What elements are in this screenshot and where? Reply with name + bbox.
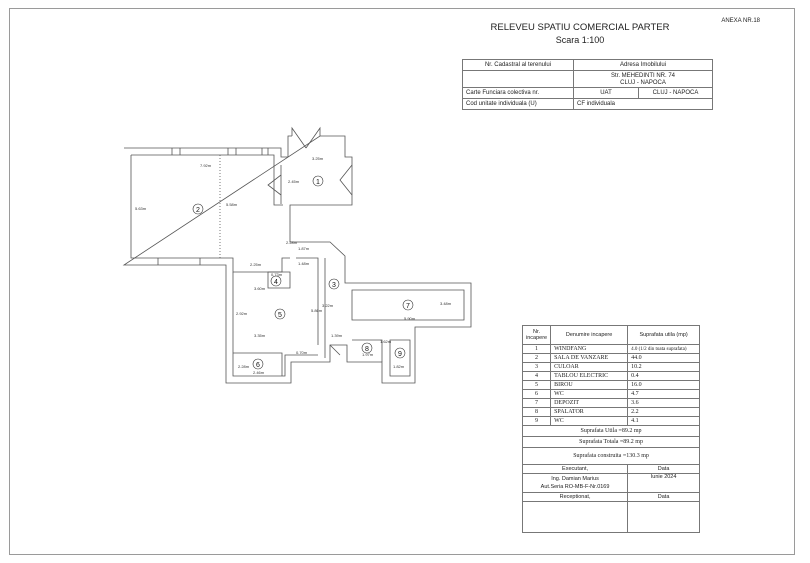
dim-label: 2.25m <box>250 262 262 267</box>
data-label: Data <box>628 465 700 474</box>
dim-label: 3.48m <box>440 301 452 306</box>
dim-label: 5.86m <box>311 308 323 313</box>
address-city: CLUJ - NAPOCA <box>620 80 666 86</box>
floor-plan <box>0 0 520 400</box>
dim-label: 1.97m <box>362 352 374 357</box>
scale-text: Scara 1:100 <box>555 35 605 45</box>
dim-label: 2.46m <box>253 370 265 375</box>
room-area: 2.2 <box>628 408 700 417</box>
address-value-cell <box>574 71 713 88</box>
dim-label: 1.48m <box>298 261 310 266</box>
room-name: BIROU <box>551 381 628 390</box>
table-row <box>523 399 700 408</box>
suprafata-construita: Suprafata construita =130.3 mp <box>523 448 700 465</box>
dim-label: 5.58m <box>226 202 238 207</box>
room-nr: 4 <box>523 372 551 381</box>
room-area: 3.6 <box>628 399 700 408</box>
room-nr: 8 <box>523 408 551 417</box>
table-row <box>523 417 700 426</box>
room-number: 8 <box>365 346 369 353</box>
dim-label: 3.22m <box>322 303 334 308</box>
col-nr: Nr. incapere <box>523 326 551 345</box>
corridor-door <box>325 345 340 358</box>
engineer-name: Ing. Damian Marius <box>551 476 599 482</box>
room-name: TABLOU ELECTRIC <box>551 372 628 381</box>
room-name: WINDFANG <box>551 345 628 354</box>
dim-label: 3.35m <box>254 333 266 338</box>
dim-label: 3.60m <box>254 286 266 291</box>
date-value: Iunie 2024 <box>628 474 700 493</box>
suprafata-utila: Suprafata Utila =89.2 mp <box>523 426 700 437</box>
room-name: DEPOZIT <box>551 399 628 408</box>
room-number: 2 <box>196 207 200 214</box>
room-number: 4 <box>274 279 278 286</box>
dim-label: 1.87m <box>298 246 310 251</box>
table-row <box>523 381 700 390</box>
room-nr: 6 <box>523 390 551 399</box>
room-number: 1 <box>316 179 320 186</box>
executant-label: Executant, <box>523 465 628 474</box>
dim-label: 3.25m <box>312 156 324 161</box>
room-area: 4.1 <box>628 417 700 426</box>
room-schedule-table <box>522 325 700 533</box>
cod-unitate-label: Cod unitate individuala (U) <box>463 99 574 110</box>
dim-label: 5.63m <box>135 206 147 211</box>
room-name: WC <box>551 390 628 399</box>
room-nr: 7 <box>523 399 551 408</box>
dim-label: 0.73m <box>271 272 283 277</box>
engineer-cell <box>523 474 628 493</box>
room-area: 10.2 <box>628 363 700 372</box>
room-number: 9 <box>398 351 402 358</box>
dim-label: 0.70m <box>296 350 308 355</box>
windfang-wall <box>274 165 283 205</box>
room-name: WC <box>551 417 628 426</box>
room-nr: 2 <box>523 354 551 363</box>
receptionat-signature <box>523 502 628 533</box>
dim-label: 1.39m <box>331 333 343 338</box>
inner-wall-left <box>131 155 290 272</box>
room-area: 4.7 <box>628 390 700 399</box>
dim-label: 1.62m <box>380 339 392 344</box>
room-nr: 5 <box>523 381 551 390</box>
carte-funciara-label: Carte Funciara colectiva nr. <box>463 88 574 99</box>
dim-label: 7.92m <box>200 163 212 168</box>
room-name: CULOAR <box>551 363 628 372</box>
dim-label: 2.28m <box>286 240 298 245</box>
cadastral-label: Nr. Cadastral al terenului <box>463 60 574 71</box>
table-row <box>523 354 700 363</box>
annex-label: ANEXA NR.18 <box>721 18 760 24</box>
address-label: Adresa Imobilului <box>574 60 713 71</box>
suprafata-totala: Suprafata Totala =89.2 mp <box>523 437 700 448</box>
dim-label: 1.82m <box>393 364 405 369</box>
dim-label: 2.28m <box>238 364 250 369</box>
room-number: 6 <box>256 362 260 369</box>
room-area: 44.0 <box>628 354 700 363</box>
room-area: 16.0 <box>628 381 700 390</box>
room-nr: 9 <box>523 417 551 426</box>
dim-label: 5.90m <box>404 316 416 321</box>
room-number: 7 <box>406 303 410 310</box>
corridor-walls <box>296 258 325 345</box>
table-row <box>523 408 700 417</box>
table-row <box>523 372 700 381</box>
room-number: 5 <box>278 312 282 319</box>
room-nr: 1 <box>523 345 551 354</box>
uat-label: UAT <box>574 88 639 99</box>
room-area: 0.4 <box>628 372 700 381</box>
outer-wall <box>124 136 471 383</box>
address-street: Str. MEHEDINTI NR. 74 <box>610 73 675 79</box>
col-area: Suprafata utila (mp) <box>628 326 700 345</box>
col-name: Denumire incapere <box>551 326 628 345</box>
room-name: SPALATOR <box>551 408 628 417</box>
title-text: RELEVEU SPATIU COMERCIAL PARTER <box>490 22 670 33</box>
room-nr: 3 <box>523 363 551 372</box>
cf-individuala-label: CF individuala <box>574 99 713 110</box>
receptionat-label: Receptionat, <box>523 493 628 502</box>
table-row <box>523 345 700 354</box>
table-row <box>523 390 700 399</box>
uat-value: CLUJ - NAPOCA <box>639 88 713 99</box>
data-label-2: Data <box>628 493 700 502</box>
receptionat-date <box>628 502 700 533</box>
dim-label: 2.45m <box>288 179 300 184</box>
engineer-authorization: Aut.Seria RO-MB-F-Nr.0169 <box>540 484 610 490</box>
dim-label: 2.92m <box>236 311 248 316</box>
room-area: 4.0 (1/2 din toata suprafata) <box>628 345 700 354</box>
room-name: SALA DE VANZARE <box>551 354 628 363</box>
room-number: 3 <box>332 282 336 289</box>
table-row <box>523 363 700 372</box>
